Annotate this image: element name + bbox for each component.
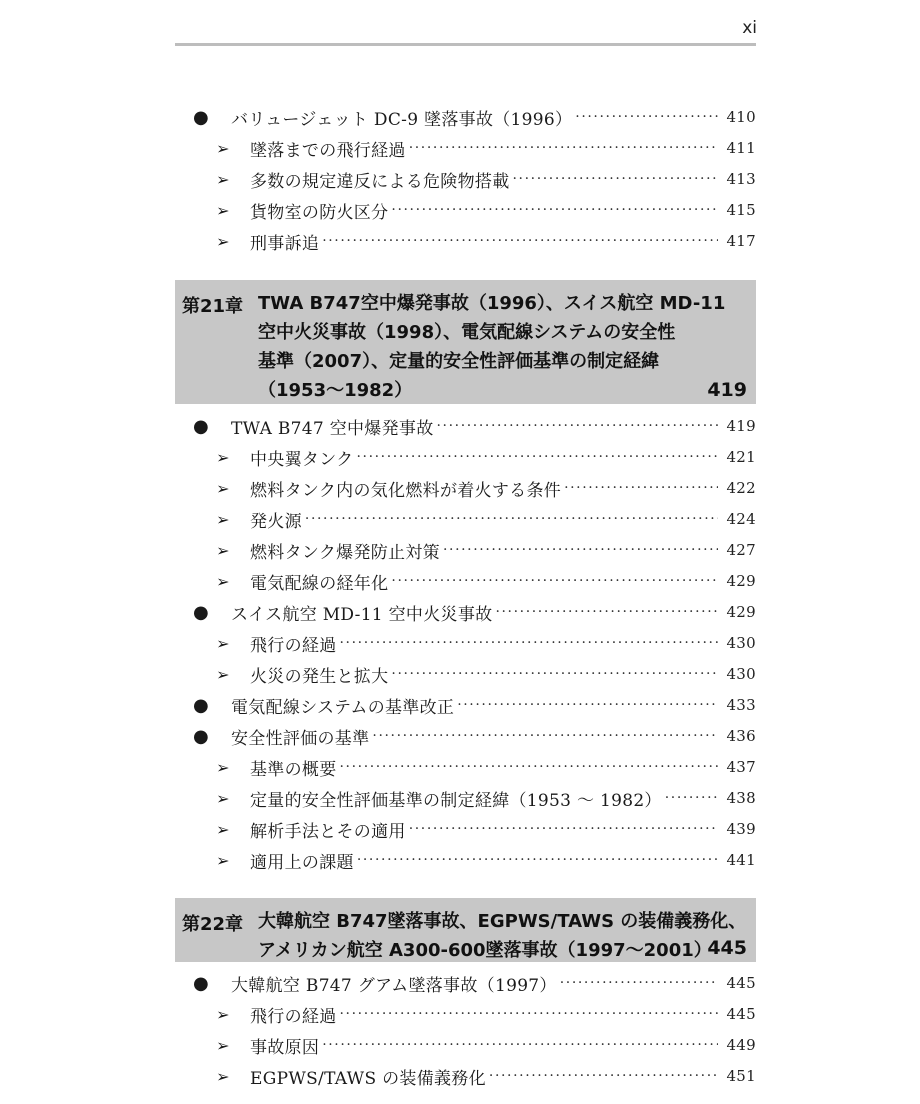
dot-leader (437, 418, 719, 434)
entry-page-number: 433 (726, 696, 756, 714)
entry-title: バリュージェット DC-9 墜落事故（1996） (231, 109, 573, 130)
dot-leader (575, 109, 718, 125)
header-rule (175, 43, 756, 46)
entry-title: 貨物室の防火区分 (250, 202, 389, 223)
arrow-icon: ➢ (216, 788, 230, 808)
arrow-icon: ➢ (216, 478, 230, 498)
toc-section-entry[interactable] (175, 721, 756, 751)
entry-title: TWA B747 空中爆発事故 (231, 418, 434, 439)
dot-leader (340, 1006, 719, 1022)
entry-title: 中央翼タンク (250, 449, 354, 470)
entry-page-number: 415 (726, 201, 756, 219)
toc-section-entry[interactable] (175, 411, 756, 441)
dot-leader (564, 480, 718, 496)
dot-leader (391, 666, 718, 682)
toc-subsection-entry[interactable] (175, 473, 756, 503)
toc-section-entry[interactable] (175, 597, 756, 627)
entry-title: スイス航空 MD-11 空中火災事故 (231, 604, 493, 625)
toc-subsection-entry[interactable] (175, 133, 756, 163)
entry-page-number: 411 (726, 139, 756, 157)
toc-section-entry[interactable] (175, 102, 756, 132)
dot-leader (340, 759, 719, 775)
toc-subsection-entry[interactable] (175, 1061, 756, 1091)
toc-section-entry[interactable] (175, 968, 756, 998)
chapter-title (258, 910, 746, 968)
entry-page-number: 430 (726, 634, 756, 652)
entry-title: 基準の概要 (250, 759, 337, 780)
dot-leader (489, 1068, 718, 1084)
arrow-icon: ➢ (216, 169, 230, 189)
chapter-title-line: （1953〜1982） (258, 380, 413, 401)
dot-leader (372, 728, 718, 744)
toc-subsection-entry[interactable] (175, 535, 756, 565)
bullet-icon: ● (193, 725, 210, 747)
toc-subsection-entry[interactable] (175, 752, 756, 782)
toc-subsection-entry[interactable] (175, 814, 756, 844)
entry-page-number: 430 (726, 665, 756, 683)
toc-subsection-entry[interactable] (175, 659, 756, 689)
arrow-icon: ➢ (216, 138, 230, 158)
dot-leader (560, 975, 718, 991)
arrow-icon: ➢ (216, 757, 230, 777)
dot-leader (409, 140, 718, 156)
entry-page-number: 449 (726, 1036, 756, 1054)
entry-title: EGPWS/TAWS の装備義務化 (250, 1068, 486, 1089)
entry-title: 飛行の経過 (250, 635, 337, 656)
arrow-icon: ➢ (216, 664, 230, 684)
entry-title: 解析手法とその適用 (250, 821, 406, 842)
dot-leader (322, 1037, 718, 1053)
dot-leader (357, 852, 718, 868)
entry-title: 適用上の課題 (250, 852, 354, 873)
arrow-icon: ➢ (216, 1066, 230, 1086)
entry-title: 火災の発生と拡大 (250, 666, 389, 687)
chapter-page-number: 445 (707, 937, 747, 959)
entry-page-number: 429 (726, 572, 756, 590)
arrow-icon: ➢ (216, 231, 230, 251)
entry-page-number: 417 (726, 232, 756, 250)
toc-subsection-entry[interactable] (175, 164, 756, 194)
entry-page-number: 421 (726, 448, 756, 466)
bullet-icon: ● (193, 601, 210, 623)
bullet-icon: ● (193, 415, 210, 437)
toc-subsection-entry[interactable] (175, 1030, 756, 1060)
bullet-icon: ● (193, 972, 210, 994)
dot-leader (513, 171, 719, 187)
entry-title: 刑事訴追 (250, 233, 320, 254)
entry-page-number: 439 (726, 820, 756, 838)
dot-leader (457, 697, 718, 713)
dot-leader (409, 821, 718, 837)
arrow-icon: ➢ (216, 819, 230, 839)
toc-section-entry[interactable] (175, 690, 756, 720)
entry-page-number: 427 (726, 541, 756, 559)
chapter-title (258, 292, 725, 408)
entry-title: 多数の規定違反による危険物搭載 (250, 171, 510, 192)
entry-page-number: 451 (726, 1067, 756, 1085)
entry-page-number: 422 (726, 479, 756, 497)
entry-page-number: 424 (726, 510, 756, 528)
entry-title: 電気配線システムの基準改正 (231, 697, 455, 718)
entry-page-number: 437 (726, 758, 756, 776)
entry-page-number: 441 (726, 851, 756, 869)
dot-leader (322, 233, 718, 249)
toc-subsection-entry[interactable] (175, 566, 756, 596)
toc-subsection-entry[interactable] (175, 999, 756, 1029)
entry-page-number: 436 (726, 727, 756, 745)
arrow-icon: ➢ (216, 1004, 230, 1024)
toc-subsection-entry[interactable] (175, 783, 756, 813)
entry-page-number: 410 (726, 108, 756, 126)
arrow-icon: ➢ (216, 447, 230, 467)
chapter-page-number: 419 (707, 379, 747, 401)
toc-subsection-entry[interactable] (175, 504, 756, 534)
chapter-22-heading[interactable] (175, 898, 756, 962)
dot-leader (665, 790, 718, 806)
toc-subsection-entry[interactable] (175, 442, 756, 472)
arrow-icon: ➢ (216, 633, 230, 653)
chapter-title-line: 空中火災事故（1998）、電気配線システムの安全性 (258, 322, 676, 343)
entry-title: 事故原因 (250, 1037, 320, 1058)
dot-leader (391, 573, 718, 589)
bullet-icon: ● (193, 694, 210, 716)
dot-leader (443, 542, 718, 558)
entry-page-number: 438 (726, 789, 756, 807)
arrow-icon: ➢ (216, 509, 230, 529)
entry-title: 墜落までの飛行経過 (250, 140, 406, 161)
entry-page-number: 419 (726, 417, 756, 435)
entry-title: 発火源 (250, 511, 302, 532)
arrow-icon: ➢ (216, 540, 230, 560)
entry-page-number: 445 (726, 1005, 756, 1023)
entry-page-number: 445 (726, 974, 756, 992)
toc-subsection-entry[interactable] (175, 628, 756, 658)
toc-subsection-entry[interactable] (175, 195, 756, 225)
dot-leader (356, 449, 718, 465)
entry-title: 電気配線の経年化 (250, 573, 389, 594)
chapter-label: 第21章 (182, 296, 244, 317)
arrow-icon: ➢ (216, 200, 230, 220)
chapter-title-line: アメリカン航空 A300-600墜落事故（1997〜2001） (258, 940, 712, 961)
chapter-21-heading[interactable] (175, 280, 756, 404)
entry-title: 安全性評価の基準 (231, 728, 370, 749)
arrow-icon: ➢ (216, 1035, 230, 1055)
page-number: xi (742, 18, 757, 38)
entry-title: 燃料タンク内の気化燃料が着火する条件 (250, 480, 562, 501)
dot-leader (340, 635, 719, 651)
chapter-title-line: 基準（2007）、定量的安全性評価基準の制定経緯 (258, 351, 660, 372)
entry-page-number: 413 (726, 170, 756, 188)
dot-leader (495, 604, 718, 620)
chapter-title-line: TWA B747空中爆発事故（1996）、スイス航空 MD-11 (258, 293, 726, 314)
entry-page-number: 429 (726, 603, 756, 621)
arrow-icon: ➢ (216, 850, 230, 870)
entry-title: 定量的安全性評価基準の制定経緯（1953 〜 1982） (250, 790, 662, 811)
dot-leader (305, 511, 718, 527)
entry-title: 大韓航空 B747 グアム墜落事故（1997） (231, 975, 557, 996)
entry-title: 飛行の経過 (250, 1006, 337, 1027)
chapter-label: 第22章 (182, 914, 244, 935)
arrow-icon: ➢ (216, 571, 230, 591)
toc-subsection-entry[interactable] (175, 226, 756, 256)
chapter-title-line: 大韓航空 B747墜落事故、EGPWS/TAWS の装備義務化、 (258, 911, 747, 932)
dot-leader (391, 202, 718, 218)
toc-subsection-entry[interactable] (175, 845, 756, 875)
entry-title: 燃料タンク爆発防止対策 (250, 542, 440, 563)
bullet-icon: ● (193, 106, 210, 128)
